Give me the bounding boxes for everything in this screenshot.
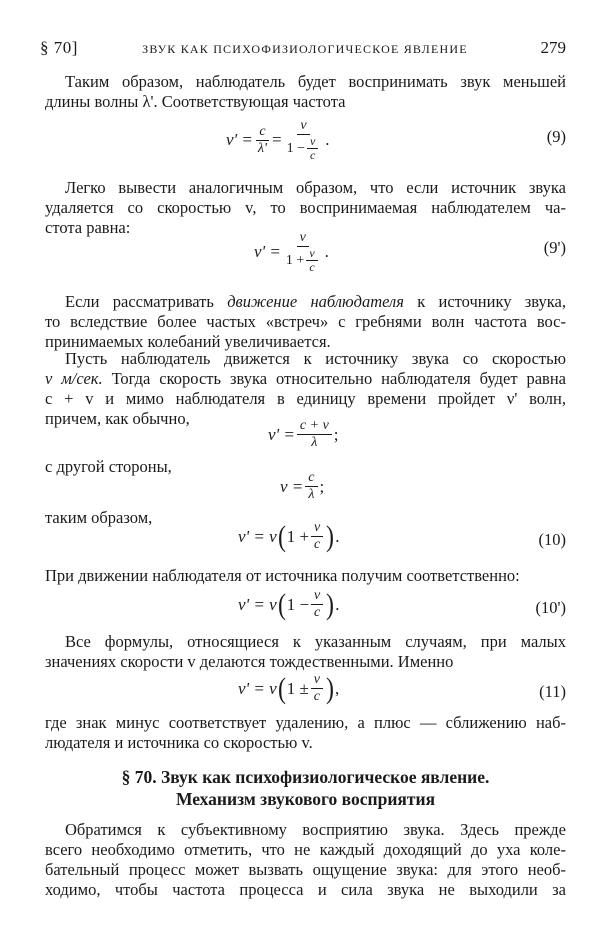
paragraph-line: причем, как обычно,: [45, 409, 190, 428]
eq11-fraction: [311, 672, 323, 705]
emphasis-text: движение наблюдателя: [227, 292, 404, 311]
paragraph-line: длины волны λ'. Соответствующая частота: [45, 92, 346, 111]
eq11-num: v: [311, 672, 323, 689]
eq11-den: c: [313, 689, 321, 704]
equation-9-prime: [254, 230, 329, 274]
eqA-tail: ;: [333, 424, 339, 444]
equation-10: [238, 520, 340, 553]
eq10p-tail: .: [335, 594, 340, 614]
paragraph-line: Таким образом, наблюдатель будет воспринимать звук меньшей: [65, 72, 566, 91]
eq9p-inner-fraction: [306, 247, 317, 274]
eq9-equals: =: [271, 130, 282, 149]
equation-number-11: (11): [539, 682, 566, 701]
eq10-den: c: [314, 537, 321, 552]
header-section-ref: § 70]: [40, 38, 78, 57]
eq10p-lhs: ν' = ν: [238, 594, 277, 614]
text-run: Если рассматривать: [65, 292, 228, 311]
paragraph-7: [45, 820, 566, 900]
eqA-num: c + v: [297, 418, 332, 435]
eq9-f1-num: c: [256, 124, 268, 141]
eq11-lhs: ν' = ν: [238, 678, 277, 698]
left-paren: (: [277, 519, 286, 553]
paragraph-line: таким образом,: [45, 508, 153, 527]
equation-a: [268, 418, 339, 451]
eq10p-den: c: [314, 605, 321, 620]
paragraph-5: [45, 632, 566, 672]
eqA-den: λ: [311, 435, 318, 450]
paragraph-line: людателя и источника со скоростью v.: [45, 733, 313, 752]
left-paren: (: [277, 587, 286, 621]
eq10p-fraction: [311, 588, 323, 621]
paragraph-line: стота равна:: [45, 218, 131, 237]
eq9p-tail: .: [324, 242, 329, 261]
eqA-fraction: [297, 418, 332, 451]
paragraph-2: [45, 178, 566, 238]
section-heading: [45, 766, 566, 810]
eq9p-inner-den: c: [309, 260, 315, 274]
paragraph-line: бательный процесс может вызвать ощущение звука: для этого необ-: [45, 860, 566, 879]
equation-9: [226, 118, 330, 162]
right-paren: ): [326, 519, 335, 553]
eqB-den: λ: [308, 487, 315, 502]
eq10-pre: 1 +: [286, 526, 310, 546]
paragraph-line: [45, 292, 566, 312]
right-paren: ): [326, 671, 335, 705]
eq10p-num: v: [311, 588, 323, 605]
eq10-tail: .: [335, 526, 340, 546]
eq9-inner-fraction: [307, 135, 318, 162]
paragraph-3: [45, 292, 566, 352]
paragraph-line: значениях скорости v делаются тождественными. Именно: [45, 652, 454, 671]
equation-number-10-prime: (10'): [535, 598, 566, 617]
paragraph-1: [45, 72, 566, 112]
eq9-fraction-1: [255, 124, 270, 157]
section-heading-line-2: Механизм звукового восприятия: [175, 789, 436, 809]
eq9-f1-den: λ': [257, 140, 267, 156]
eq10p-pre: 1 −: [286, 594, 310, 614]
running-header: [40, 38, 570, 60]
paragraph-line: Пусть наблюдатель движется к источнику звука со скоростью: [65, 349, 566, 368]
eq9p-den-pre: 1 +: [285, 252, 305, 268]
eqB-tail: ;: [319, 476, 325, 496]
paragraph-6: [45, 713, 566, 753]
equation-number-10: (10): [538, 530, 566, 549]
paragraph-line: то вследствие более частых «встреч» с гребнями волн частота вос-: [45, 312, 566, 331]
eq9-f2-den: [284, 135, 324, 162]
eq9p-lhs: ν' =: [254, 242, 281, 261]
right-paren: ): [326, 587, 335, 621]
eq9p-num: ν: [297, 230, 309, 247]
eq9p-inner-num: v: [306, 247, 317, 261]
paragraph-line: [45, 369, 566, 389]
paragraph-line: принимаемых колебаний увеличивается.: [45, 332, 331, 351]
eq9-inner-den: c: [309, 148, 316, 162]
eq11-tail: ,: [335, 678, 340, 698]
paragraph-line: При движении наблюдателя от источника получим соответственно:: [45, 566, 520, 585]
paragraph-line: удаляется со скоростью v, то воспринимаемая наблюдателем ча-: [45, 198, 566, 217]
paragraph-line: Легко вывести аналогичным образом, что если источник звука: [65, 178, 566, 197]
eq11-pre: 1 ±: [286, 678, 309, 698]
equation-11: [238, 672, 339, 705]
eq10-lhs: ν' = ν: [238, 526, 277, 546]
eq9-lhs: ν' =: [226, 130, 253, 149]
page-number: 279: [540, 38, 566, 57]
eq9-f2-num: ν: [297, 118, 309, 135]
eqB-num: c: [305, 470, 317, 487]
eq10-num: v: [311, 520, 323, 537]
eq9-tail: .: [325, 130, 330, 149]
equation-number-9-prime: (9'): [543, 238, 566, 257]
eq9-fraction-2: [284, 118, 324, 162]
paragraph-line: с другой стороны,: [45, 457, 172, 476]
left-paren: (: [277, 671, 286, 705]
eq9-f2-den-pre: 1 −: [286, 140, 305, 156]
text-run: к источнику звука,: [403, 292, 566, 311]
header-running-title: ЗВУК КАК ПСИХОФИЗИОЛОГИЧЕСКОЕ ЯВЛЕНИЕ: [142, 42, 468, 56]
paragraph-line: ходимо, чтобы частота процесса и сила звука не выходили за: [45, 880, 566, 899]
paragraph-line: Обратимся к субъективному восприятию звука. Здесь прежде: [65, 820, 566, 839]
paragraph-line: Все формулы, относящиеся к указанным случаям, при малых: [65, 632, 566, 651]
text-moving-away: [45, 566, 566, 586]
eqB-lhs: ν =: [280, 476, 304, 496]
emphasis-text: v м/сек.: [45, 369, 103, 388]
eqB-fraction: [305, 470, 317, 503]
eqA-lhs: ν' =: [268, 424, 295, 444]
paragraph-4: [45, 349, 566, 429]
text-run: Тогда скорость звука относительно наблюдателя будет равна: [102, 369, 566, 388]
equation-number-9: (9): [546, 127, 566, 146]
eq9-inner-num: v: [307, 135, 318, 149]
paragraph-line: c + v и мимо наблюдателя в единицу времени пройдет ν' волн,: [45, 389, 566, 408]
equation-10-prime: [238, 588, 340, 621]
eq9p-den: [283, 247, 323, 274]
equation-b: [280, 470, 324, 503]
eq9p-fraction: [283, 230, 323, 274]
paragraph-line: всего необходимо отметить, что не каждый доходящий до уха коле-: [45, 840, 566, 859]
section-heading-line-1: § 70. Звук как психофизиологическое явление.: [121, 767, 490, 787]
eq10-fraction: [311, 520, 323, 553]
paragraph-line: где знак минус соответствует удалению, а плюс — сближению наб-: [45, 713, 566, 732]
